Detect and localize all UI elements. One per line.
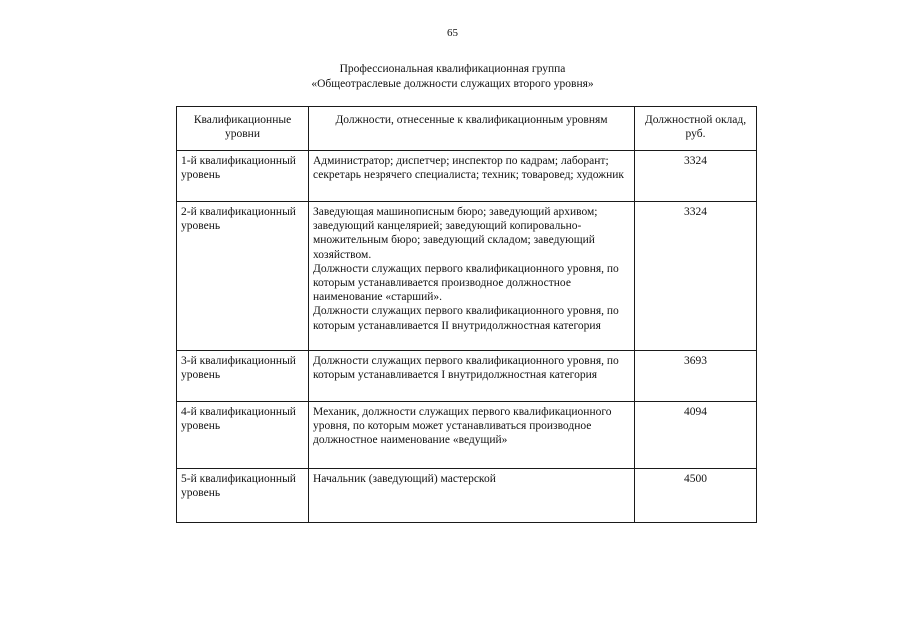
header-salary: Должностной оклад, руб. (635, 107, 757, 151)
positions-cell (309, 202, 635, 351)
salary-cell: 3324 (635, 151, 757, 202)
positions-cell: Механик, должности служащих первого квалификационного уровня, по которым может устанавливаться производное должностное наименование «ведущий» (309, 402, 635, 469)
level-cell: 3-й квалификационный уровень (177, 351, 309, 402)
positions-cell: Начальник (заведующий) мастерской (309, 469, 635, 523)
level-cell: 5-й квалификационный уровень (177, 469, 309, 523)
table-row (177, 351, 757, 402)
positions-paragraph: Должности служащих первого квалификационного уровня, по которым устанавливается производное должностное наименование «старший». (313, 262, 619, 304)
qualification-table (176, 106, 757, 523)
positions-cell: Администратор; диспетчер; инспектор по кадрам; лаборант; секретарь незрячего специалиста; техник; товаровед; художник (309, 151, 635, 202)
positions-paragraph: Должности служащих первого квалификационного уровня, по которым устанавливается II внутридолжностная категория (313, 305, 619, 332)
salary-cell: 3324 (635, 202, 757, 351)
document-title (0, 62, 905, 92)
title-line-1: Профессиональная квалификационная группа (339, 63, 566, 75)
table-row (177, 469, 757, 523)
table-row (177, 402, 757, 469)
table-row (177, 151, 757, 202)
page-number: 65 (447, 27, 458, 39)
level-cell: 2-й квалификационный уровень (177, 202, 309, 351)
salary-cell: 4094 (635, 402, 757, 469)
positions-cell: Должности служащих первого квалификационного уровня, по которым устанавливается I внутридолжностная категория (309, 351, 635, 402)
salary-cell: 3693 (635, 351, 757, 402)
table-row (177, 202, 757, 351)
header-positions: Должности, отнесенные к квалификационным уровням (309, 107, 635, 151)
salary-cell: 4500 (635, 469, 757, 523)
positions-paragraph: Заведующая машинописным бюро; заведующий архивом; заведующий канцелярией; заведующий копировально-множительным бюро; заведующий складом; заведующий хозяйством. (313, 206, 598, 261)
level-cell: 1-й квалификационный уровень (177, 151, 309, 202)
table-header-row (177, 107, 757, 151)
title-line-2: «Общеотраслевые должности служащих второго уровня» (311, 78, 594, 90)
level-cell: 4-й квалификационный уровень (177, 402, 309, 469)
header-levels: Квалификационные уровни (177, 107, 309, 151)
